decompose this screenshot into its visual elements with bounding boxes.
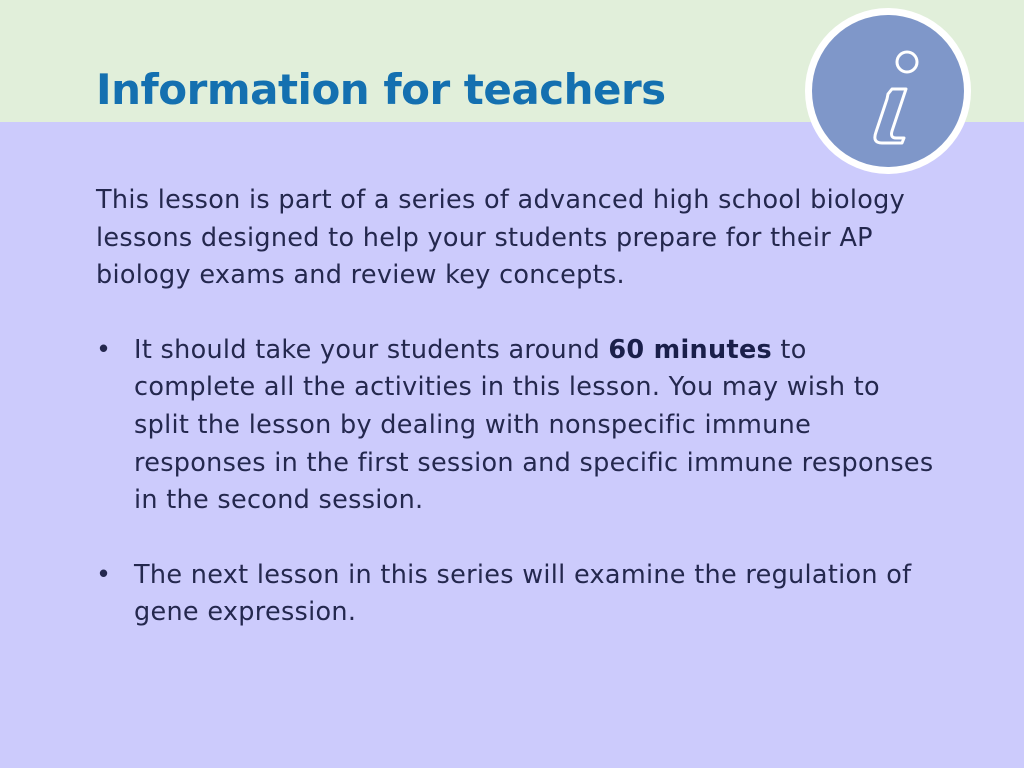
list-item xyxy=(96,557,936,632)
list-item xyxy=(96,332,936,520)
bullet-marker: • xyxy=(96,559,112,590)
duration-emphasis: 60 minutes xyxy=(608,334,773,365)
bullet-text-start: It should take your students around xyxy=(134,334,609,365)
info-badge-circle xyxy=(812,15,964,167)
info-badge xyxy=(805,8,971,174)
info-icon xyxy=(812,15,964,167)
intro-paragraph: This lesson is part of a series of advanced high school biology lessons designed to help your students prepare for their AP biology exams and review key concepts. xyxy=(96,185,906,291)
bullet-list xyxy=(96,332,936,632)
bullet-text-end: to complete all the activities in this lesson. You may wish to split the lesson by dealing with nonspecific immune responses in the first session and specific immune responses in the second session. xyxy=(134,334,934,516)
bullet-text: The next lesson in this series will examine the regulation of gene expression. xyxy=(134,559,912,628)
bullet-marker: • xyxy=(96,334,112,365)
content xyxy=(96,182,936,669)
page-title: Information for teachers xyxy=(96,65,666,114)
